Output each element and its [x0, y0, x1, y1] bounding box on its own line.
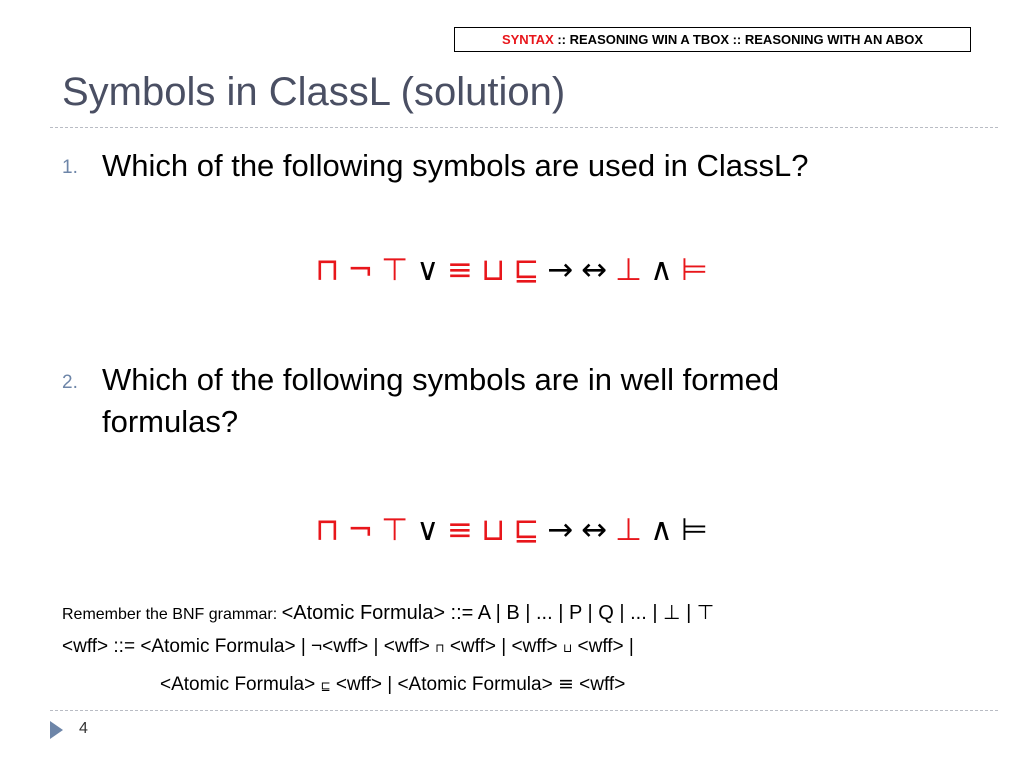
- bnf-wff-part-c: <wff> |: [572, 636, 634, 657]
- symbol: ⊑: [513, 512, 540, 548]
- bnf-wff-part-b: <wff> | <wff>: [444, 636, 563, 657]
- bnf-wff-part-a: <wff> ::= <Atomic Formula> | ¬<wff> | <wff>: [62, 636, 436, 657]
- bnf-atomic-rule: <Atomic Formula> ::= A | B | ... | P | Q | ... | ⊥ | ⊤: [281, 602, 715, 624]
- title-divider: [50, 127, 998, 128]
- symbol: ⊨: [680, 252, 708, 288]
- symbol: ⊓: [315, 252, 340, 288]
- symbol: →: [547, 512, 574, 548]
- meet-symbol: ⊓: [435, 641, 445, 655]
- question-2-number: 2.: [62, 372, 78, 393]
- symbol: ⊔: [481, 512, 506, 548]
- slide-title: Symbols in ClassL (solution): [62, 70, 566, 114]
- play-arrow-icon: [50, 721, 63, 739]
- symbol: ⊥: [615, 252, 643, 288]
- section-nav-box: [454, 27, 971, 52]
- symbol: ↔: [581, 252, 608, 288]
- bnf-intro: Remember the BNF grammar:: [62, 606, 282, 623]
- symbol: ¬: [347, 252, 374, 288]
- symbol: ⊨: [680, 512, 708, 548]
- page-number: 4: [79, 720, 88, 737]
- join-symbol: ⊔: [562, 641, 573, 655]
- symbol: ≡: [447, 512, 473, 548]
- symbol-row-1: [0, 252, 1023, 288]
- bnf-line-3: [160, 673, 625, 696]
- nav-other-sections: :: REASONING WIN A TBOX :: REASONING WITH AN ABOX: [553, 32, 924, 47]
- symbol: ⊤: [381, 512, 409, 548]
- symbol: →: [547, 252, 574, 288]
- symbol-row-2: [0, 512, 1023, 548]
- symbol: ⊔: [481, 252, 506, 288]
- bnf-sub-part-a: <Atomic Formula>: [160, 674, 321, 695]
- symbol: ¬: [347, 512, 374, 548]
- symbol: ↔: [581, 512, 608, 548]
- bnf-sub-part-b: <wff> | <Atomic Formula>: [330, 674, 558, 695]
- bnf-sub-part-c: <wff>: [573, 674, 626, 695]
- footer-divider: [50, 710, 998, 711]
- symbol: ∧: [650, 512, 673, 548]
- symbol: ⊑: [513, 252, 540, 288]
- bnf-line-1: [62, 600, 714, 625]
- symbol: ∨: [416, 512, 440, 548]
- question-1-text: Which of the following symbols are used in ClassL?: [102, 148, 809, 183]
- symbol: ⊓: [315, 512, 340, 548]
- question-2-line-2: formulas?: [102, 404, 239, 439]
- subsumes-symbol: ⊑: [320, 679, 331, 693]
- nav-active-section: SYNTAX: [501, 32, 554, 47]
- question-1-number: 1.: [62, 157, 78, 178]
- symbol: ∧: [650, 252, 673, 288]
- symbol: ∨: [416, 252, 440, 288]
- question-2-line-1: Which of the following symbols are in well formed: [102, 362, 780, 397]
- question-2-text: [102, 359, 779, 443]
- bnf-line-2: [62, 636, 634, 658]
- symbol: ≡: [447, 252, 473, 288]
- symbol: ⊥: [615, 512, 643, 548]
- symbol: ⊤: [381, 252, 409, 288]
- equiv-symbol: ≡: [557, 673, 574, 695]
